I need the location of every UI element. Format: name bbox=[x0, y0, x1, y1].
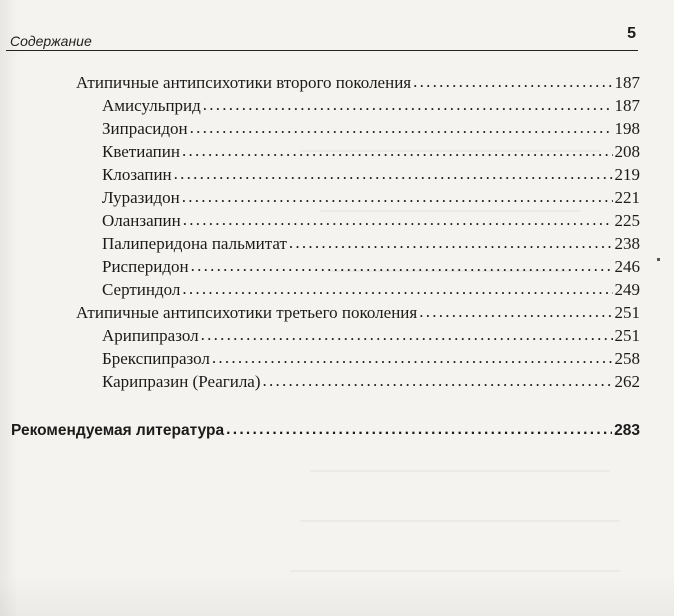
toc-entry-page: 221 bbox=[614, 188, 640, 207]
toc-entry bbox=[102, 210, 640, 232]
toc-entry bbox=[102, 348, 640, 370]
toc-entry-page: 251 bbox=[614, 303, 640, 322]
toc-entry-page: 219 bbox=[614, 165, 640, 184]
page-number: 5 bbox=[627, 25, 636, 42]
toc-entry-title: Амисульприд bbox=[102, 96, 201, 115]
toc-entry-title: Атипичные антипсихотики второго поколения bbox=[76, 73, 412, 92]
toc-entry-title: Атипичные антипсихотики третьего поколения bbox=[76, 303, 418, 322]
toc-dot-leader bbox=[183, 209, 613, 231]
toc-entry-page: 249 bbox=[614, 280, 640, 299]
toc-dot-leader bbox=[212, 347, 613, 369]
toc-entry-title: Палиперидона пальмитат bbox=[102, 234, 287, 253]
toc-entry-title: Сертиндол bbox=[102, 280, 181, 299]
toc-entry bbox=[102, 141, 640, 163]
toc-entry bbox=[102, 256, 640, 278]
toc-entry-title: Зипрасидон bbox=[102, 119, 188, 138]
toc-dot-leader bbox=[289, 232, 613, 254]
toc-entry-page: 187 bbox=[614, 96, 640, 115]
toc-entry bbox=[102, 164, 640, 186]
toc-entry bbox=[76, 72, 640, 94]
toc-entry-title: Рекомендуемая литература bbox=[11, 422, 225, 439]
toc-entry-page: 283 bbox=[614, 422, 640, 439]
margin-mark bbox=[657, 258, 660, 261]
toc-entry-title: Карипразин (Реагила) bbox=[102, 372, 261, 391]
toc-dot-leader bbox=[419, 301, 612, 323]
header-rule bbox=[6, 50, 638, 51]
toc-entry-page: 187 bbox=[614, 73, 640, 92]
toc-entry bbox=[102, 95, 640, 117]
bleed-through-line bbox=[290, 570, 620, 572]
toc-entry bbox=[11, 420, 640, 442]
toc-entry bbox=[102, 325, 640, 347]
toc-dot-leader bbox=[182, 186, 613, 208]
toc-entry-title: Клозапин bbox=[102, 165, 172, 184]
toc-entry-page: 208 bbox=[614, 142, 640, 161]
toc-entry-page: 246 bbox=[614, 257, 640, 276]
toc-dot-leader bbox=[203, 94, 613, 116]
toc-entry-title: Луразидон bbox=[102, 188, 180, 207]
toc-entry bbox=[102, 233, 640, 255]
toc-dot-leader bbox=[413, 71, 612, 93]
toc-entry bbox=[76, 302, 640, 324]
toc-entry-title: Рисперидон bbox=[102, 257, 189, 276]
toc-entry-page: 262 bbox=[614, 372, 640, 391]
toc-entry-title: Брекспипразол bbox=[102, 349, 210, 368]
toc-entry bbox=[102, 279, 640, 301]
toc-dot-leader bbox=[190, 117, 613, 139]
toc-entry-page: 258 bbox=[614, 349, 640, 368]
toc-dot-leader bbox=[263, 370, 613, 392]
toc-dot-leader bbox=[226, 419, 612, 441]
toc-entry-page: 225 bbox=[614, 211, 640, 230]
toc-entry-title: Кветиапин bbox=[102, 142, 180, 161]
toc-dot-leader bbox=[174, 163, 613, 185]
bleed-through-line bbox=[310, 470, 610, 472]
toc-entry-title: Оланзапин bbox=[102, 211, 181, 230]
toc-dot-leader bbox=[191, 255, 613, 277]
toc-entry bbox=[102, 118, 640, 140]
toc-entry-page: 238 bbox=[614, 234, 640, 253]
toc-dot-leader bbox=[182, 140, 613, 162]
toc-dot-leader bbox=[182, 278, 612, 300]
toc-entry-page: 251 bbox=[614, 326, 640, 345]
toc-entry-page: 198 bbox=[614, 119, 640, 138]
toc-dot-leader bbox=[201, 324, 613, 346]
toc-entry bbox=[102, 187, 640, 209]
toc-entry bbox=[102, 371, 640, 393]
bleed-through-line bbox=[300, 520, 620, 522]
running-head: Содержание bbox=[10, 33, 92, 49]
toc-entry-title: Арипипразол bbox=[102, 326, 199, 345]
